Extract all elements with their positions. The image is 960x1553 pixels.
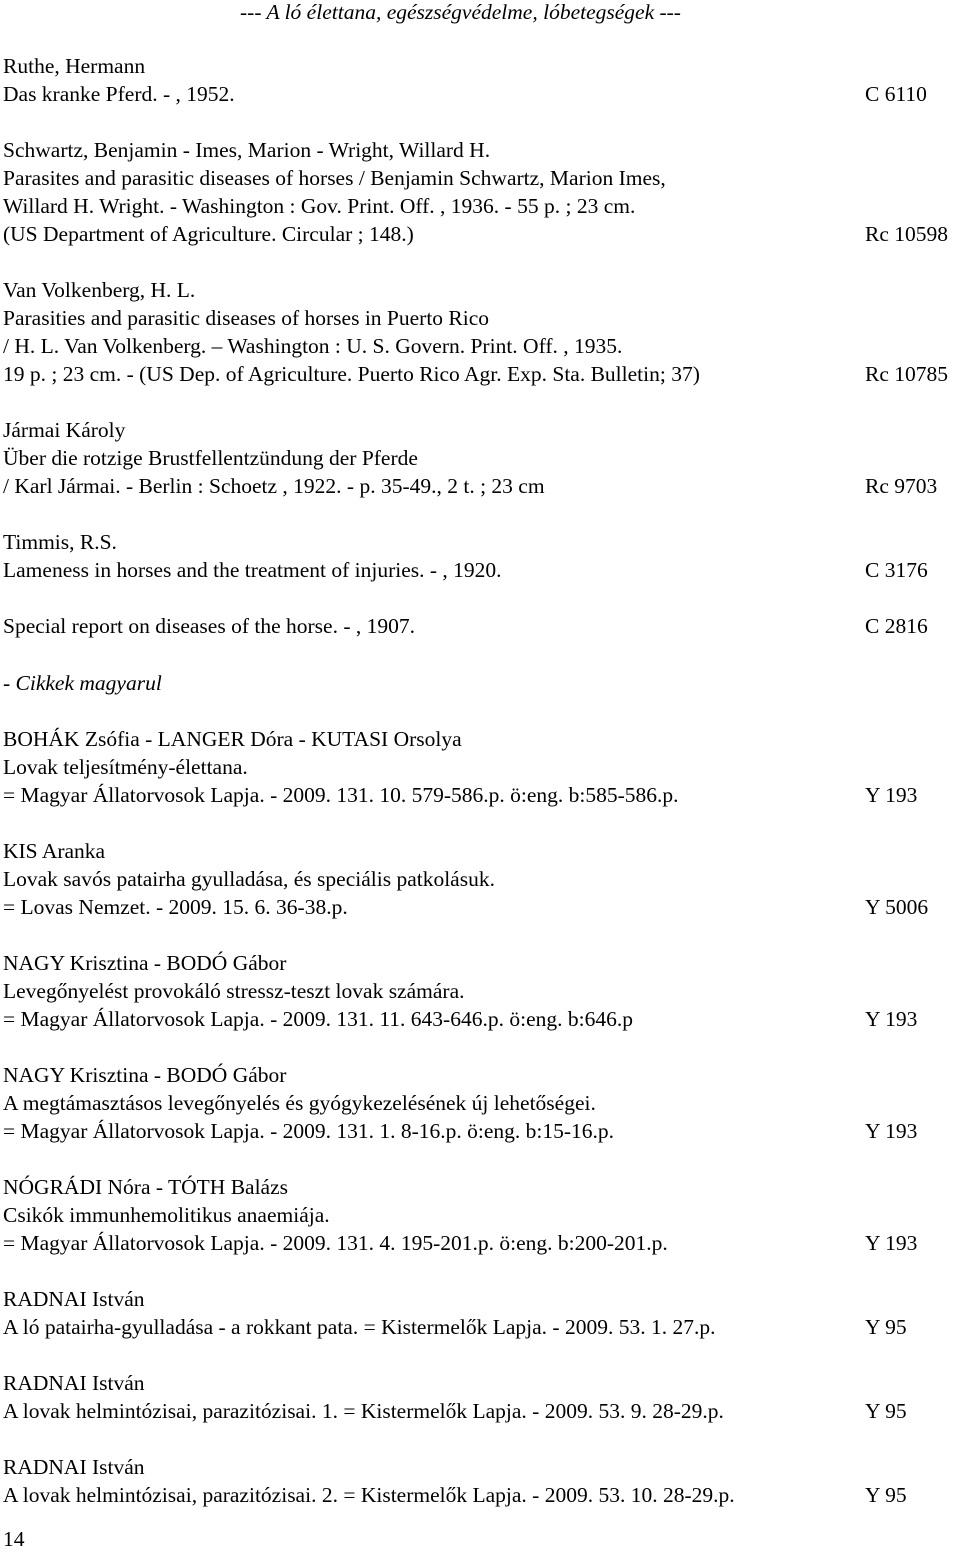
article-entry: [3, 837, 960, 921]
call-number: Rc 10785: [865, 362, 949, 386]
entry-line: [3, 220, 960, 248]
entry-line: [3, 977, 960, 1005]
call-number: Y 193: [865, 783, 918, 807]
entry-text: = Magyar Állatorvosok Lapja. - 2009. 131. 11. 643-646.p. ö:eng. b:646.p: [3, 1007, 633, 1031]
entry-text: Special report on diseases of the horse. - , 1907.: [3, 614, 415, 638]
entry-line: [3, 1453, 960, 1481]
entry-text: Jármai Károly: [3, 418, 126, 442]
entry-text: Über die rotzige Brustfellentzündung der Pferde: [3, 446, 418, 470]
article-entry: [3, 1061, 960, 1145]
entry-text: A megtámasztásos levegőnyelés és gyógykezelésének új lehetőségei.: [3, 1091, 596, 1115]
entry-text: Timmis, R.S.: [3, 530, 117, 554]
entry-text: Das kranke Pferd. - , 1952.: [3, 82, 235, 106]
entry-text: A lovak helmintózisai, parazitózisai. 1. = Kistermelők Lapja. - 2009. 53. 9. 28-29.p.: [3, 1399, 724, 1423]
article-entry: [3, 1173, 960, 1257]
article-entry: [3, 949, 960, 1033]
entry-line: [3, 556, 960, 584]
article-entry: [3, 1369, 960, 1425]
section-heading: - Cikkek magyarul: [3, 671, 162, 695]
entry-text: / Karl Jármai. - Berlin : Schoetz , 1922. - p. 35-49., 2 t. ; 23 cm: [3, 474, 545, 498]
entry-line: [3, 1173, 960, 1201]
page-number: 14: [3, 1527, 25, 1551]
entry-text: BOHÁK Zsófia - LANGER Dóra - KUTASI Orsolya: [3, 727, 462, 751]
entry-line: [3, 276, 960, 304]
entry-line: [3, 472, 960, 500]
entry-line: [3, 893, 960, 921]
call-number: Y 193: [865, 1007, 918, 1031]
call-number: Y 193: [865, 1231, 918, 1255]
entry-line: [3, 1117, 960, 1145]
entry-line: [3, 332, 960, 360]
entry-text: Willard H. Wright. - Washington : Gov. Print. Off. , 1936. - 55 p. ; 23 cm.: [3, 194, 636, 218]
entry-line: [3, 416, 960, 444]
bibliography-entry: [3, 136, 960, 248]
call-number: Y 95: [865, 1483, 907, 1507]
entry-line: [3, 725, 960, 753]
entry-line: [3, 1229, 960, 1257]
entry-line: [3, 1061, 960, 1089]
entry-line: [3, 1397, 960, 1425]
call-number: Y 5006: [865, 895, 929, 919]
entry-line: [3, 1201, 960, 1229]
entry-line: [3, 1285, 960, 1313]
entry-text: / H. L. Van Volkenberg. – Washington : U. S. Govern. Print. Off. , 1935.: [3, 334, 623, 358]
entry-text: KIS Aranka: [3, 839, 106, 863]
entry-text: A ló patairha-gyulladása - a rokkant pata. = Kistermelők Lapja. - 2009. 53. 1. 27.p.: [3, 1315, 716, 1339]
entry-line: [3, 865, 960, 893]
entry-line: [3, 304, 960, 332]
call-number: Rc 9703: [865, 474, 938, 498]
entry-text: Csikók immunhemolitikus anaemiája.: [3, 1203, 330, 1227]
entry-text: NÓGRÁDI Nóra - TÓTH Balázs: [3, 1175, 289, 1199]
entry-line: [3, 192, 960, 220]
call-number: C 2816: [865, 614, 928, 638]
article-entry: [3, 725, 960, 809]
call-number: Y 193: [865, 1119, 918, 1143]
call-number: Rc 10598: [865, 222, 949, 246]
entry-line: [3, 949, 960, 977]
bibliography-entry: [3, 528, 960, 584]
entry-line: [3, 52, 960, 80]
entry-line: [3, 753, 960, 781]
entry-text: = Magyar Állatorvosok Lapja. - 2009. 131. 10. 579-586.p. ö:eng. b:585-586.p.: [3, 783, 679, 807]
entry-text: Parasites and parasitic diseases of horses / Benjamin Schwartz, Marion Imes,: [3, 166, 666, 190]
article-entry: [3, 1453, 960, 1509]
entry-text: NAGY Krisztina - BODÓ Gábor: [3, 1063, 287, 1087]
entry-text: RADNAI István: [3, 1371, 145, 1395]
entry-text: = Magyar Állatorvosok Lapja. - 2009. 131. 1. 8-16.p. ö:eng. b:15-16.p.: [3, 1119, 615, 1143]
entry-line: [3, 1313, 960, 1341]
entry-line: [3, 164, 960, 192]
page-header: --- A ló élettana, egészségvédelme, lóbetegségek ---: [240, 0, 681, 24]
entry-text: Lameness in horses and the treatment of injuries. - , 1920.: [3, 558, 502, 582]
bibliography-entry: [3, 52, 960, 108]
entry-text: = Lovas Nemzet. - 2009. 15. 6. 36-38.p.: [3, 895, 348, 919]
entry-text: A lovak helmintózisai, parazitózisai. 2. = Kistermelők Lapja. - 2009. 53. 10. 28-29.p.: [3, 1483, 735, 1507]
entry-text: Lovak savós patairha gyulladása, és speciális patkolásuk.: [3, 867, 495, 891]
bibliography-entry: [3, 276, 960, 388]
entry-line: [3, 1369, 960, 1397]
entry-line: [3, 1481, 960, 1509]
call-number: Y 95: [865, 1315, 907, 1339]
entry-line: [3, 781, 960, 809]
call-number: C 6110: [865, 82, 927, 106]
entry-text: Van Volkenberg, H. L.: [3, 278, 196, 302]
entry-text: Levegőnyelést provokáló stressz-teszt lovak számára.: [3, 979, 465, 1003]
call-number: Y 95: [865, 1399, 907, 1423]
entry-text: = Magyar Állatorvosok Lapja. - 2009. 131. 4. 195-201.p. ö:eng. b:200-201.p.: [3, 1231, 668, 1255]
call-number: C 3176: [865, 558, 928, 582]
entry-line: [3, 1005, 960, 1033]
entry-text: (US Department of Agriculture. Circular ; 148.): [3, 222, 414, 246]
entry-text: Lovak teljesítmény-élettana.: [3, 755, 248, 779]
entry-line: [3, 80, 960, 108]
article-entry: [3, 1285, 960, 1341]
entry-line: [3, 360, 960, 388]
entry-text: RADNAI István: [3, 1287, 145, 1311]
entry-text: NAGY Krisztina - BODÓ Gábor: [3, 951, 287, 975]
entry-line: [3, 444, 960, 472]
entry-line: [3, 136, 960, 164]
entry-line: [3, 837, 960, 865]
bibliography-entry: [3, 612, 960, 640]
entry-line: [3, 1089, 960, 1117]
entry-text: Schwartz, Benjamin - Imes, Marion - Wright, Willard H.: [3, 138, 491, 162]
entry-text: 19 p. ; 23 cm. - (US Dep. of Agriculture. Puerto Rico Agr. Exp. Sta. Bulletin; 37): [3, 362, 700, 386]
entry-text: Ruthe, Hermann: [3, 54, 146, 78]
entry-text: RADNAI István: [3, 1455, 145, 1479]
bibliography-entry: [3, 416, 960, 500]
entry-text: Parasities and parasitic diseases of horses in Puerto Rico: [3, 306, 490, 330]
entry-line: [3, 612, 960, 640]
entry-line: [3, 528, 960, 556]
